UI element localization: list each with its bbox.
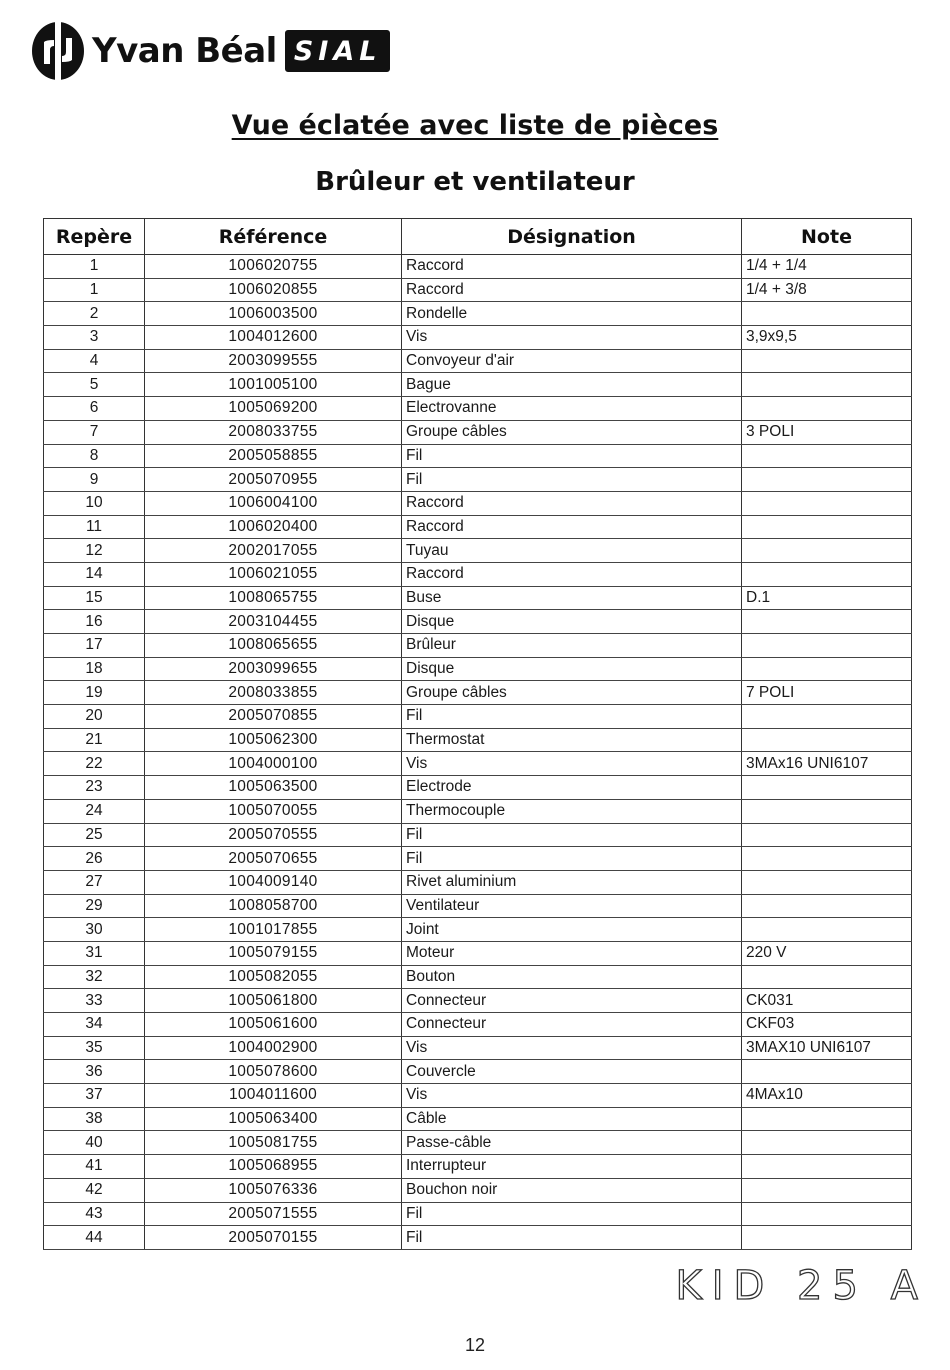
cell-designation: Thermocouple: [402, 799, 742, 823]
cell-repere: 16: [44, 610, 145, 634]
cell-designation: Fil: [402, 705, 742, 729]
cell-repere: 26: [44, 847, 145, 871]
cell-reference: 1006003500: [145, 302, 402, 326]
parts-table: [43, 218, 912, 1250]
cell-designation: Vis: [402, 752, 742, 776]
cell-reference: 1006020400: [145, 515, 402, 539]
cell-note: 3MAX10 UNI6107: [742, 1036, 912, 1060]
table-row: [44, 823, 912, 847]
cell-designation: Connecteur: [402, 1013, 742, 1037]
cell-designation: Fil: [402, 847, 742, 871]
table-row: [44, 681, 912, 705]
cell-note: D.1: [742, 586, 912, 610]
table-row: [44, 705, 912, 729]
cell-note: 3MAx16 UNI6107: [742, 752, 912, 776]
cell-note: [742, 847, 912, 871]
cell-designation: Câble: [402, 1107, 742, 1131]
cell-repere: 41: [44, 1155, 145, 1179]
cell-reference: 1005081755: [145, 1131, 402, 1155]
cell-repere: 31: [44, 941, 145, 965]
cell-note: [742, 1107, 912, 1131]
cell-repere: 1: [44, 278, 145, 302]
table-row: [44, 1036, 912, 1060]
cell-note: [742, 728, 912, 752]
table-row: [44, 634, 912, 658]
cell-note: [742, 302, 912, 326]
cell-designation: Ventilateur: [402, 894, 742, 918]
cell-note: CKF03: [742, 1013, 912, 1037]
header: [30, 20, 390, 82]
cell-designation: Raccord: [402, 255, 742, 279]
table-row: [44, 1178, 912, 1202]
cell-repere: 27: [44, 870, 145, 894]
page-title: Vue éclatée avec liste de pièces: [231, 110, 719, 141]
cell-reference: 1005063400: [145, 1107, 402, 1131]
table-row: [44, 1131, 912, 1155]
cell-repere: 42: [44, 1178, 145, 1202]
cell-repere: 17: [44, 634, 145, 658]
cell-note: [742, 1226, 912, 1250]
cell-reference: 1005069200: [145, 397, 402, 421]
cell-reference: 2005070855: [145, 705, 402, 729]
cell-repere: 38: [44, 1107, 145, 1131]
table-row: [44, 1107, 912, 1131]
table-row: [44, 870, 912, 894]
cell-note: [742, 349, 912, 373]
table-row: [44, 752, 912, 776]
cell-repere: 32: [44, 965, 145, 989]
cell-repere: 44: [44, 1226, 145, 1250]
cell-repere: 12: [44, 539, 145, 563]
cell-designation: Joint: [402, 918, 742, 942]
cell-reference: 2005058855: [145, 444, 402, 468]
table-row: [44, 728, 912, 752]
cell-designation: Couvercle: [402, 1060, 742, 1084]
cell-reference: 1004011600: [145, 1084, 402, 1108]
table-row: [44, 894, 912, 918]
brand-logo-icon: [30, 20, 86, 82]
cell-note: [742, 444, 912, 468]
cell-designation: Fil: [402, 823, 742, 847]
cell-reference: 2003099655: [145, 657, 402, 681]
cell-designation: Convoyeur d'air: [402, 349, 742, 373]
cell-designation: Electrode: [402, 776, 742, 800]
cell-designation: Buse: [402, 586, 742, 610]
cell-repere: 3: [44, 326, 145, 350]
cell-note: [742, 634, 912, 658]
cell-note: [742, 1202, 912, 1226]
cell-reference: 1006004100: [145, 491, 402, 515]
cell-repere: 33: [44, 989, 145, 1013]
table-row: [44, 1155, 912, 1179]
table-row: [44, 255, 912, 279]
cell-reference: 1006020855: [145, 278, 402, 302]
cell-note: [742, 373, 912, 397]
table-body: [44, 255, 912, 1250]
cell-reference: 1005062300: [145, 728, 402, 752]
cell-note: [742, 1155, 912, 1179]
cell-note: 3,9x9,5: [742, 326, 912, 350]
cell-designation: Disque: [402, 657, 742, 681]
cell-reference: 1004009140: [145, 870, 402, 894]
sial-logo: SIAL: [285, 30, 391, 72]
cell-reference: 1001017855: [145, 918, 402, 942]
cell-note: 7 POLI: [742, 681, 912, 705]
cell-repere: 14: [44, 562, 145, 586]
cell-reference: 1005063500: [145, 776, 402, 800]
cell-designation: Interrupteur: [402, 1155, 742, 1179]
table-row: [44, 373, 912, 397]
table-row: [44, 1084, 912, 1108]
cell-reference: 2005070555: [145, 823, 402, 847]
header-note: Note: [742, 219, 912, 255]
cell-note: [742, 515, 912, 539]
table-row: [44, 847, 912, 871]
cell-note: [742, 870, 912, 894]
cell-reference: 1005068955: [145, 1155, 402, 1179]
cell-repere: 24: [44, 799, 145, 823]
cell-reference: 1001005100: [145, 373, 402, 397]
header-reference: Référence: [145, 219, 402, 255]
cell-note: [742, 918, 912, 942]
cell-designation: Raccord: [402, 562, 742, 586]
cell-note: [742, 1178, 912, 1202]
cell-repere: 4: [44, 349, 145, 373]
cell-designation: Electrovanne: [402, 397, 742, 421]
cell-repere: 34: [44, 1013, 145, 1037]
cell-repere: 25: [44, 823, 145, 847]
table-row: [44, 776, 912, 800]
cell-reference: 2008033755: [145, 420, 402, 444]
cell-repere: 18: [44, 657, 145, 681]
cell-note: 1/4 + 1/4: [742, 255, 912, 279]
cell-repere: 8: [44, 444, 145, 468]
cell-note: [742, 705, 912, 729]
cell-reference: 1004012600: [145, 326, 402, 350]
table-row: [44, 397, 912, 421]
cell-designation: Raccord: [402, 278, 742, 302]
table-row: [44, 420, 912, 444]
cell-designation: Rivet aluminium: [402, 870, 742, 894]
cell-reference: 1004000100: [145, 752, 402, 776]
cell-reference: 2005070655: [145, 847, 402, 871]
table-row: [44, 326, 912, 350]
cell-reference: 1005076336: [145, 1178, 402, 1202]
cell-reference: 1008065755: [145, 586, 402, 610]
cell-designation: Fil: [402, 468, 742, 492]
table-header-row: [44, 219, 912, 255]
cell-reference: 1005082055: [145, 965, 402, 989]
cell-repere: 43: [44, 1202, 145, 1226]
cell-repere: 21: [44, 728, 145, 752]
cell-reference: 1008058700: [145, 894, 402, 918]
table-row: [44, 515, 912, 539]
page-subtitle: Brûleur et ventilateur: [315, 167, 635, 197]
table-row: [44, 562, 912, 586]
cell-note: 4MAx10: [742, 1084, 912, 1108]
table-row: [44, 610, 912, 634]
cell-note: [742, 657, 912, 681]
cell-repere: 35: [44, 1036, 145, 1060]
cell-designation: Raccord: [402, 515, 742, 539]
cell-repere: 9: [44, 468, 145, 492]
cell-note: [742, 610, 912, 634]
cell-repere: 22: [44, 752, 145, 776]
cell-repere: 6: [44, 397, 145, 421]
cell-designation: Vis: [402, 1084, 742, 1108]
model-label: KID 25 A: [675, 1263, 928, 1309]
table-row: [44, 918, 912, 942]
cell-designation: Raccord: [402, 491, 742, 515]
cell-designation: Moteur: [402, 941, 742, 965]
cell-designation: Connecteur: [402, 989, 742, 1013]
table-row: [44, 799, 912, 823]
table-row: [44, 941, 912, 965]
cell-repere: 20: [44, 705, 145, 729]
table-row: [44, 586, 912, 610]
cell-note: [742, 1060, 912, 1084]
table-row: [44, 965, 912, 989]
cell-designation: Fil: [402, 444, 742, 468]
cell-note: [742, 799, 912, 823]
cell-designation: Groupe câbles: [402, 420, 742, 444]
cell-repere: 7: [44, 420, 145, 444]
cell-designation: Fil: [402, 1202, 742, 1226]
cell-repere: 37: [44, 1084, 145, 1108]
cell-repere: 1: [44, 255, 145, 279]
cell-note: [742, 965, 912, 989]
table-row: [44, 1202, 912, 1226]
brand-name: Yvan Béal: [92, 31, 277, 71]
cell-designation: Groupe câbles: [402, 681, 742, 705]
cell-designation: Bouton: [402, 965, 742, 989]
cell-note: [742, 539, 912, 563]
cell-repere: 15: [44, 586, 145, 610]
table-row: [44, 278, 912, 302]
table-row: [44, 989, 912, 1013]
table-row: [44, 539, 912, 563]
cell-designation: Tuyau: [402, 539, 742, 563]
cell-repere: 2: [44, 302, 145, 326]
cell-reference: 2003104455: [145, 610, 402, 634]
header-repere: Repère: [44, 219, 145, 255]
cell-reference: 1005070055: [145, 799, 402, 823]
table-row: [44, 1060, 912, 1084]
cell-note: [742, 894, 912, 918]
cell-note: 1/4 + 3/8: [742, 278, 912, 302]
cell-designation: Vis: [402, 326, 742, 350]
table-row: [44, 1013, 912, 1037]
cell-reference: 1005061800: [145, 989, 402, 1013]
table-row: [44, 349, 912, 373]
cell-reference: 1006020755: [145, 255, 402, 279]
cell-reference: 1005061600: [145, 1013, 402, 1037]
cell-reference: 2008033855: [145, 681, 402, 705]
cell-reference: 1006021055: [145, 562, 402, 586]
cell-designation: Thermostat: [402, 728, 742, 752]
cell-designation: Fil: [402, 1226, 742, 1250]
cell-reference: 1008065655: [145, 634, 402, 658]
cell-repere: 29: [44, 894, 145, 918]
cell-note: [742, 776, 912, 800]
cell-reference: 2003099555: [145, 349, 402, 373]
cell-note: [742, 823, 912, 847]
header-designation: Désignation: [402, 219, 742, 255]
cell-reference: 2005071555: [145, 1202, 402, 1226]
cell-designation: Brûleur: [402, 634, 742, 658]
table-row: [44, 1226, 912, 1250]
cell-designation: Passe-câble: [402, 1131, 742, 1155]
cell-repere: 5: [44, 373, 145, 397]
cell-note: 3 POLI: [742, 420, 912, 444]
cell-note: [742, 397, 912, 421]
cell-repere: 30: [44, 918, 145, 942]
cell-designation: Bague: [402, 373, 742, 397]
cell-note: 220 V: [742, 941, 912, 965]
table-row: [44, 468, 912, 492]
cell-note: CK031: [742, 989, 912, 1013]
cell-reference: 1004002900: [145, 1036, 402, 1060]
cell-designation: Rondelle: [402, 302, 742, 326]
cell-designation: Bouchon noir: [402, 1178, 742, 1202]
cell-note: [742, 468, 912, 492]
table-row: [44, 491, 912, 515]
table-row: [44, 444, 912, 468]
page-number: 12: [464, 1335, 486, 1355]
cell-repere: 40: [44, 1131, 145, 1155]
cell-repere: 19: [44, 681, 145, 705]
cell-reference: 1005079155: [145, 941, 402, 965]
cell-reference: 1005078600: [145, 1060, 402, 1084]
cell-note: [742, 562, 912, 586]
cell-designation: Vis: [402, 1036, 742, 1060]
cell-repere: 11: [44, 515, 145, 539]
cell-note: [742, 1131, 912, 1155]
cell-repere: 23: [44, 776, 145, 800]
cell-reference: 2005070955: [145, 468, 402, 492]
cell-reference: 2002017055: [145, 539, 402, 563]
table-row: [44, 302, 912, 326]
cell-note: [742, 491, 912, 515]
cell-repere: 36: [44, 1060, 145, 1084]
cell-designation: Disque: [402, 610, 742, 634]
cell-repere: 10: [44, 491, 145, 515]
table-row: [44, 657, 912, 681]
cell-reference: 2005070155: [145, 1226, 402, 1250]
